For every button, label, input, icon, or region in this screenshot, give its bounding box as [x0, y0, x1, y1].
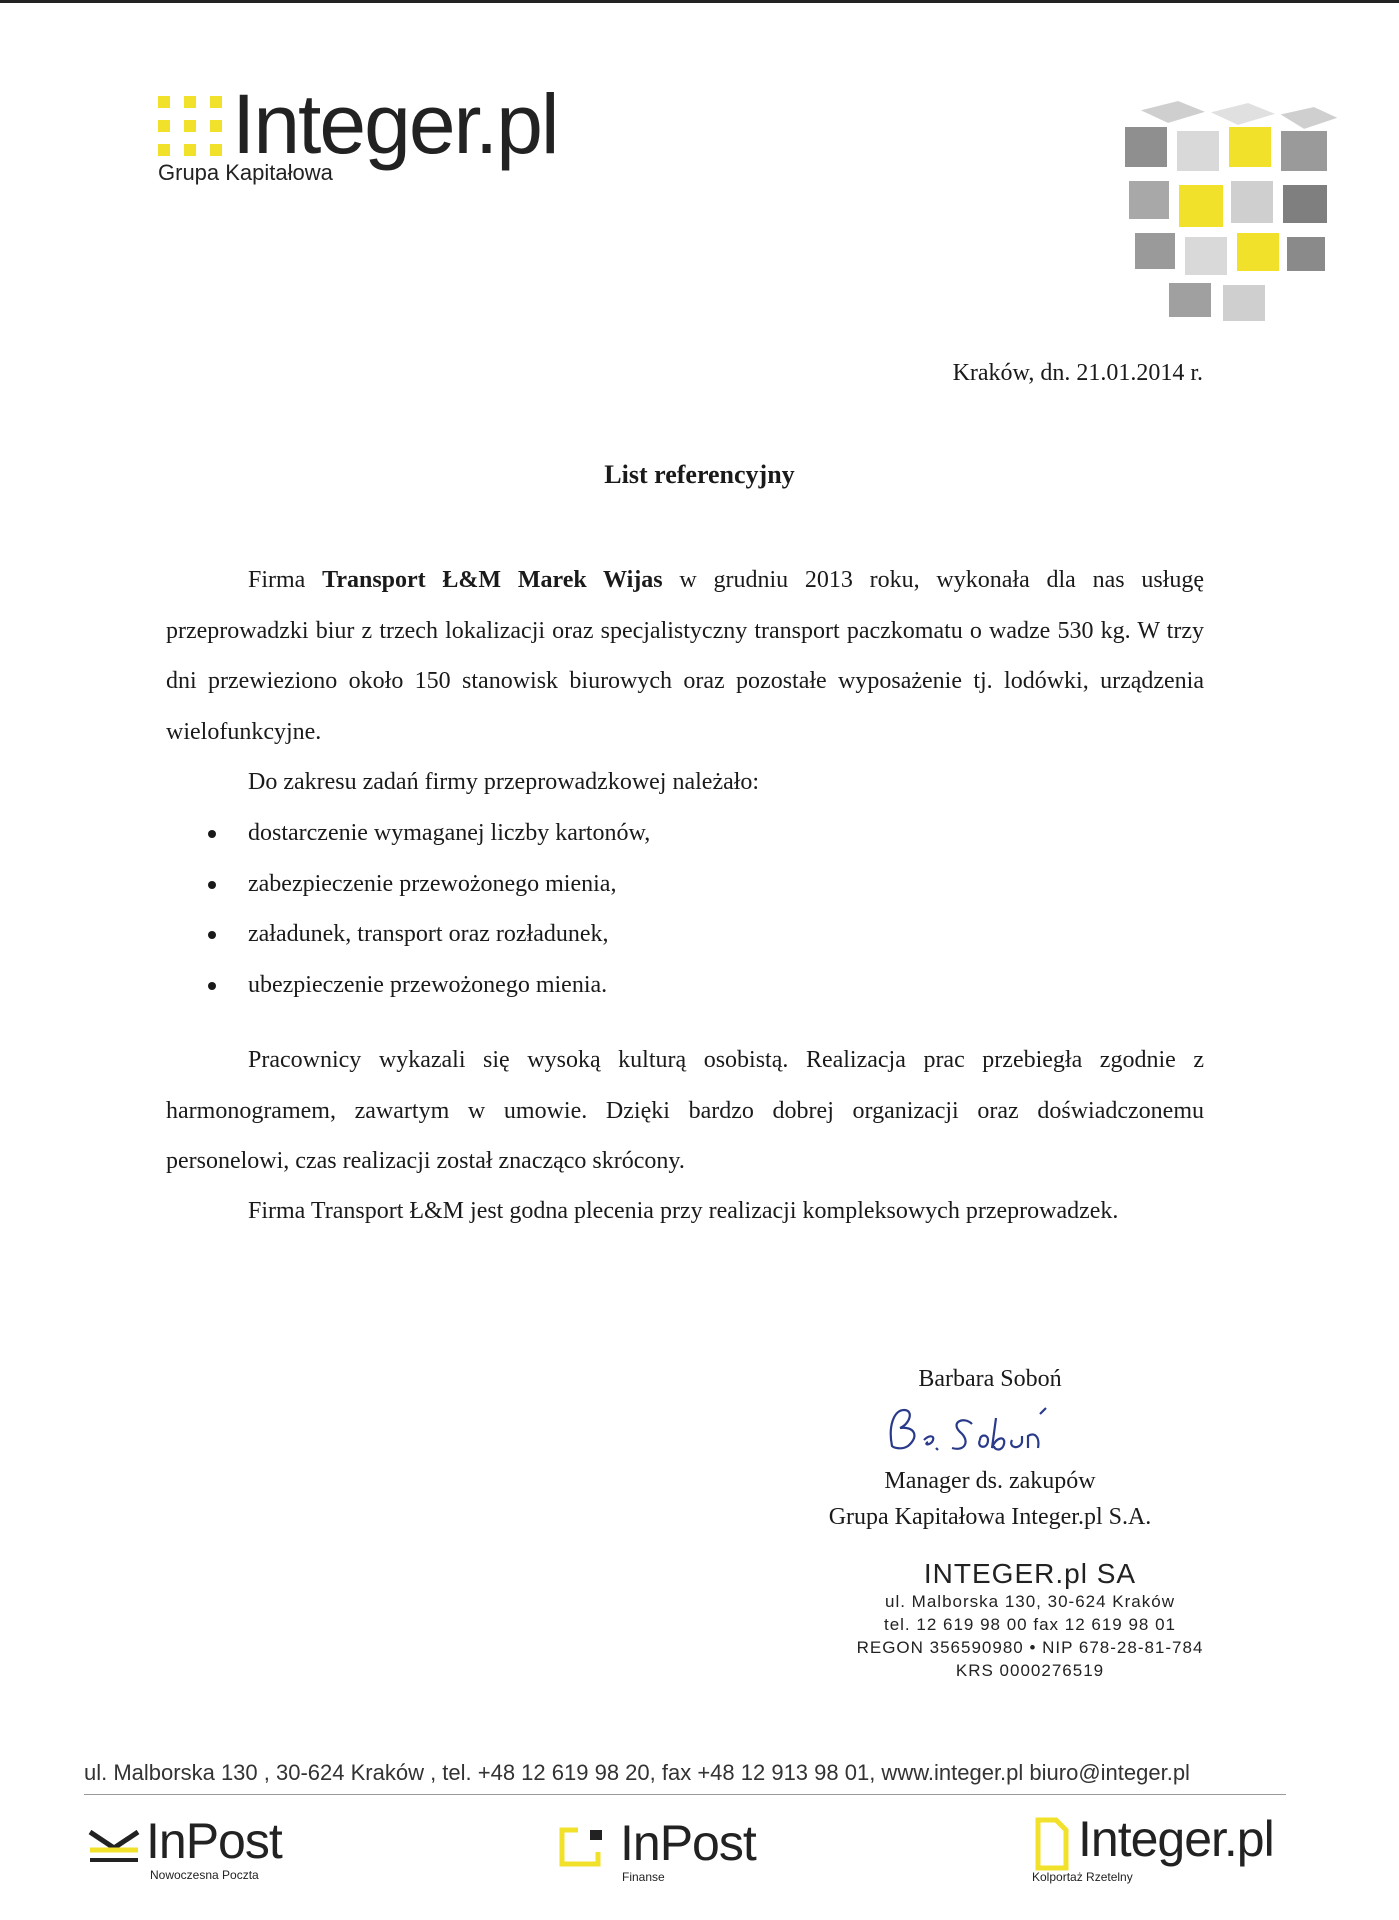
- bullet-icon: [208, 881, 216, 889]
- brand-name: InPost: [146, 1813, 282, 1869]
- paragraph-4: Firma Transport Ł&M jest godna plecenia przy realizacji kompleksowych przeprowadzek.: [248, 1198, 1119, 1224]
- letter-date: Kraków, dn. 21.01.2014 r.: [952, 360, 1203, 386]
- letter-title: List referencyjny: [604, 460, 795, 489]
- list-item: [166, 859, 650, 910]
- list-item-text: ubezpieczenie przewożonego mienia.: [248, 971, 608, 998]
- footer-divider: [84, 1794, 1286, 1795]
- company-name: Transport Ł&M Marek Wijas: [322, 567, 663, 593]
- company-stamp: [820, 1558, 1240, 1682]
- brand-subtitle: Kolportaż Rzetelny: [1032, 1870, 1133, 1884]
- list-item: [166, 909, 650, 960]
- bracket-icon: [558, 1826, 610, 1870]
- stamp-krs: KRS 0000276519: [955, 1661, 1105, 1680]
- paragraph-1: [166, 555, 1204, 757]
- stamp-phones: tel. 12 619 98 00 fax 12 619 98 01: [883, 1615, 1177, 1634]
- list-item: [166, 808, 650, 859]
- paragraph-3: Pracownicy wykazali się wysoką kulturą osobistą. Realizacja prac przebiegła zgodnie z harmonogramem, zawartym w umowie. Dzięki bardzo dobrej organizacji oraz doświadczonemu personelowi, czas realizacji został znacząco skrócony.: [166, 1047, 1204, 1174]
- list-item-text: zabezpieczenie przewożonego mienia,: [248, 870, 617, 897]
- list-item-text: załadunek, transport oraz rozładunek,: [248, 921, 609, 947]
- list-item-text: dostarczenie wymaganej liczby kartonów,: [248, 820, 651, 846]
- paragraph-1-prefix: Firma: [248, 567, 323, 593]
- task-list: [166, 808, 650, 1010]
- scan-top-edge: [0, 0, 1399, 3]
- paragraph-2: Do zakresu zadań firmy przeprowadzkowej należało:: [248, 769, 760, 795]
- bullet-icon: [208, 982, 216, 990]
- cube-graphic-icon: [1118, 100, 1344, 330]
- bullet-icon: [208, 931, 216, 939]
- bullet-icon: [208, 830, 216, 838]
- brand-name: InPost: [620, 1815, 756, 1871]
- logo-name: Integer.pl: [232, 77, 558, 171]
- signer-position: Manager ds. zakupów: [884, 1468, 1096, 1494]
- envelope-icon: [86, 1826, 142, 1866]
- stamp-address: ul. Malborska 130, 30-624 Kraków: [885, 1592, 1175, 1611]
- logo-subtitle: Grupa Kapitałowa: [158, 160, 333, 185]
- logo-dots-icon: [158, 96, 222, 158]
- paragraph-1-body: w grudniu 2013 roku, wykonała dla nas usługę przeprowadzki biur z trzech lokalizacji oraz specjalistyczny transport paczkomatu o wadze 530 kg. W trzy dni przewieziono około 150 stanowisk biurowych oraz pozostałe wyposażenie tj. lodówki, urządzenia wielofunkcyjne.: [166, 567, 1204, 745]
- brand-name: Integer.pl: [1078, 1811, 1274, 1867]
- list-item: [166, 960, 650, 1011]
- brand-subtitle: Nowoczesna Poczta: [150, 1868, 259, 1882]
- stamp-title: INTEGER.pl SA: [923, 1558, 1137, 1589]
- signer-company: Grupa Kapitałowa Integer.pl S.A.: [828, 1504, 1152, 1530]
- signer-name: Barbara Soboń: [918, 1366, 1062, 1392]
- brand-subtitle: Finanse: [622, 1870, 665, 1884]
- footer-contact: ul. Malborska 130 , 30-624 Kraków , tel. +48 12 619 98 20, fax +48 12 913 98 01, www.integer.pl biuro@integer.pl: [84, 1760, 1190, 1785]
- document-icon: [1034, 1816, 1070, 1872]
- stamp-ids: REGON 356590980 • NIP 678-28-81-784: [856, 1638, 1204, 1657]
- handwritten-signature: [880, 1396, 1080, 1466]
